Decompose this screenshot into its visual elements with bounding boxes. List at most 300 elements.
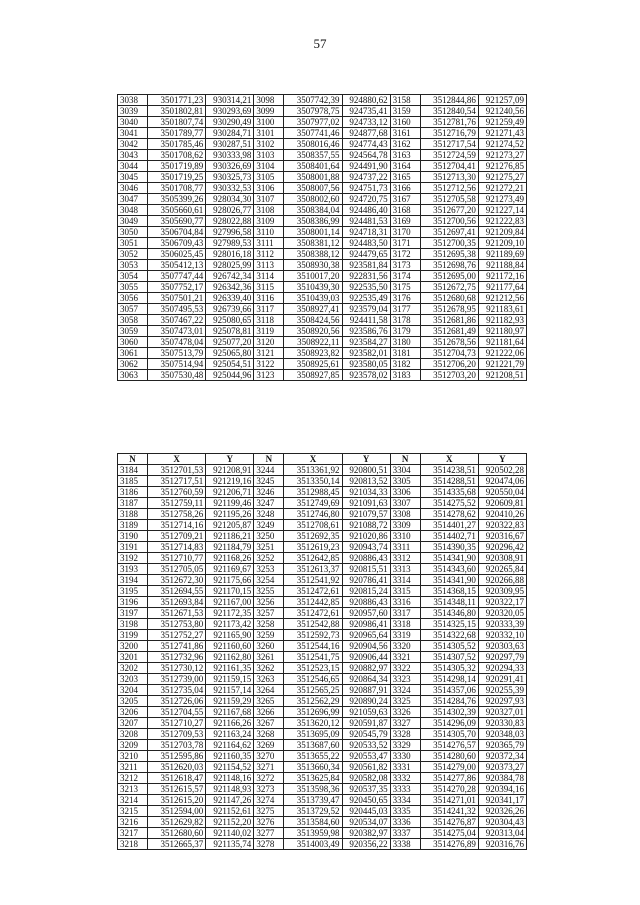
point-number-cell: 3098 (254, 95, 284, 106)
x-coordinate-cell: 3512541,75 (284, 652, 342, 663)
y-coordinate-cell: 921181,64 (478, 337, 526, 348)
x-coordinate-cell: 3512781,76 (420, 117, 478, 128)
x-coordinate-cell: 3514276,57 (420, 740, 478, 751)
x-coordinate-cell: 3512758,26 (148, 509, 206, 520)
y-coordinate-cell: 921170,15 (206, 586, 254, 597)
y-coordinate-cell: 928025,99 (206, 260, 254, 271)
x-coordinate-cell: 3513361,92 (284, 465, 342, 476)
x-coordinate-cell: 3512732,96 (148, 652, 206, 663)
y-coordinate-cell: 921184,79 (206, 542, 254, 553)
point-number-cell: 3055 (118, 282, 148, 293)
table-row (118, 161, 527, 172)
table-row (118, 619, 527, 630)
y-coordinate-cell: 924774,43 (342, 139, 390, 150)
x-coordinate-cell: 3513620,12 (284, 718, 342, 729)
x-coordinate-cell: 3512724,59 (420, 150, 478, 161)
y-coordinate-cell: 921180,97 (478, 326, 526, 337)
x-coordinate-cell: 3512680,60 (148, 828, 206, 839)
y-coordinate-cell: 921079,57 (342, 509, 390, 520)
x-coordinate-cell: 3508920,56 (284, 326, 342, 337)
x-coordinate-cell: 3507741,46 (284, 128, 342, 139)
y-coordinate-cell: 921154,52 (206, 762, 254, 773)
x-coordinate-cell: 3512619,23 (284, 542, 342, 553)
point-number-cell: 3106 (254, 183, 284, 194)
x-coordinate-cell: 3512704,55 (148, 707, 206, 718)
point-number-cell: 3332 (390, 773, 420, 784)
y-coordinate-cell: 921034,33 (342, 487, 390, 498)
y-coordinate-cell: 921275,27 (478, 172, 526, 183)
y-coordinate-cell: 921189,69 (478, 249, 526, 260)
point-number-cell: 3101 (254, 128, 284, 139)
table-row (118, 773, 527, 784)
y-coordinate-cell: 921206,71 (206, 487, 254, 498)
y-coordinate-cell: 921169,67 (206, 564, 254, 575)
point-number-cell: 3272 (254, 773, 284, 784)
x-coordinate-cell: 3507747,44 (148, 271, 206, 282)
x-coordinate-cell: 3512705,58 (420, 194, 478, 205)
point-number-cell: 3261 (254, 652, 284, 663)
x-coordinate-cell: 3512717,54 (420, 139, 478, 150)
x-coordinate-cell: 3507467,22 (148, 315, 206, 326)
x-coordinate-cell: 3512714,83 (148, 542, 206, 553)
x-coordinate-cell: 3514238,51 (420, 465, 478, 476)
point-number-cell: 3179 (390, 326, 420, 337)
y-coordinate-cell: 921195,26 (206, 509, 254, 520)
x-coordinate-cell: 3508381,12 (284, 238, 342, 249)
y-coordinate-cell: 920550,04 (478, 487, 526, 498)
y-coordinate-cell: 921272,21 (478, 183, 526, 194)
y-coordinate-cell: 920348,03 (478, 729, 526, 740)
x-coordinate-cell: 3512703,78 (148, 740, 206, 751)
point-number-cell: 3119 (254, 326, 284, 337)
point-number-cell: 3274 (254, 795, 284, 806)
y-coordinate-cell: 921091,63 (342, 498, 390, 509)
y-coordinate-cell: 921173,42 (206, 619, 254, 630)
y-coordinate-cell: 924491,90 (342, 161, 390, 172)
x-coordinate-cell: 3512701,53 (148, 465, 206, 476)
y-coordinate-cell: 921088,72 (342, 520, 390, 531)
point-number-cell: 3165 (390, 172, 420, 183)
y-coordinate-cell: 921147,26 (206, 795, 254, 806)
y-coordinate-cell: 930325,73 (206, 172, 254, 183)
x-coordinate-cell: 3512672,75 (420, 282, 478, 293)
x-coordinate-cell: 3507501,21 (148, 293, 206, 304)
y-coordinate-cell: 921219,16 (206, 476, 254, 487)
x-coordinate-cell: 3514402,71 (420, 531, 478, 542)
column-header: N (390, 454, 420, 465)
x-coordinate-cell: 3512703,20 (420, 370, 478, 381)
x-coordinate-cell: 3505412,13 (148, 260, 206, 271)
x-coordinate-cell: 3513660,34 (284, 762, 342, 773)
table-row (118, 260, 527, 271)
x-coordinate-cell: 3512709,21 (148, 531, 206, 542)
point-number-cell: 3117 (254, 304, 284, 315)
point-number-cell: 3112 (254, 249, 284, 260)
x-coordinate-cell: 3514276,87 (420, 817, 478, 828)
point-number-cell: 3173 (390, 260, 420, 271)
x-coordinate-cell: 3508401,64 (284, 161, 342, 172)
y-coordinate-cell: 930332,53 (206, 183, 254, 194)
x-coordinate-cell: 3513695,09 (284, 729, 342, 740)
point-number-cell: 3209 (118, 740, 148, 751)
point-number-cell: 3039 (118, 106, 148, 117)
x-coordinate-cell: 3508923,82 (284, 348, 342, 359)
x-coordinate-cell: 3514279,00 (420, 762, 478, 773)
x-coordinate-cell: 3514343,60 (420, 564, 478, 575)
y-coordinate-cell: 921273,49 (478, 194, 526, 205)
y-coordinate-cell: 925080,65 (206, 315, 254, 326)
table-row (118, 718, 527, 729)
point-number-cell: 3321 (390, 652, 420, 663)
table-row (118, 663, 527, 674)
point-number-cell: 3108 (254, 205, 284, 216)
table-row (118, 652, 527, 663)
y-coordinate-cell: 920365,79 (478, 740, 526, 751)
x-coordinate-cell: 3512746,80 (284, 509, 342, 520)
x-coordinate-cell: 3512739,00 (148, 674, 206, 685)
y-coordinate-cell: 921152,61 (206, 806, 254, 817)
point-number-cell: 3053 (118, 260, 148, 271)
x-coordinate-cell: 3505660,61 (148, 205, 206, 216)
point-number-cell: 3188 (118, 509, 148, 520)
y-coordinate-cell: 921157,14 (206, 685, 254, 696)
y-coordinate-cell: 920890,24 (342, 696, 390, 707)
y-coordinate-cell: 921167,68 (206, 707, 254, 718)
table-row (118, 531, 527, 542)
y-coordinate-cell: 921172,35 (206, 608, 254, 619)
table-row (118, 751, 527, 762)
y-coordinate-cell: 920561,82 (342, 762, 390, 773)
y-coordinate-cell: 920382,97 (342, 828, 390, 839)
x-coordinate-cell: 3507977,02 (284, 117, 342, 128)
x-coordinate-cell: 3507978,75 (284, 106, 342, 117)
y-coordinate-cell: 925077,20 (206, 337, 254, 348)
point-number-cell: 3266 (254, 707, 284, 718)
point-number-cell: 3161 (390, 128, 420, 139)
y-coordinate-cell: 920313,04 (478, 828, 526, 839)
x-coordinate-cell: 3514305,52 (420, 641, 478, 652)
x-coordinate-cell: 3514280,60 (420, 751, 478, 762)
point-number-cell: 3052 (118, 249, 148, 260)
point-number-cell: 3257 (254, 608, 284, 619)
y-coordinate-cell: 920291,41 (478, 674, 526, 685)
point-number-cell: 3215 (118, 806, 148, 817)
point-number-cell: 3169 (390, 216, 420, 227)
x-coordinate-cell: 3512592,73 (284, 630, 342, 641)
x-coordinate-cell: 3512693,84 (148, 597, 206, 608)
point-number-cell: 3278 (254, 839, 284, 850)
y-coordinate-cell: 920327,01 (478, 707, 526, 718)
x-coordinate-cell: 3506709,43 (148, 238, 206, 249)
point-number-cell: 3171 (390, 238, 420, 249)
point-number-cell: 3109 (254, 216, 284, 227)
y-coordinate-cell: 920800,51 (342, 465, 390, 476)
y-coordinate-cell: 921159,15 (206, 674, 254, 685)
x-coordinate-cell: 3508925,61 (284, 359, 342, 370)
y-coordinate-cell: 921257,09 (478, 95, 526, 106)
x-coordinate-cell: 3512695,00 (420, 271, 478, 282)
x-coordinate-cell: 3508930,38 (284, 260, 342, 271)
x-coordinate-cell: 3512730,12 (148, 663, 206, 674)
x-coordinate-cell: 3512523,15 (284, 663, 342, 674)
point-number-cell: 3326 (390, 707, 420, 718)
x-coordinate-cell: 3501708,77 (148, 183, 206, 194)
x-coordinate-cell: 3512709,53 (148, 729, 206, 740)
y-coordinate-cell: 920537,35 (342, 784, 390, 795)
y-coordinate-cell: 930287,51 (206, 139, 254, 150)
point-number-cell: 3208 (118, 729, 148, 740)
table-row (118, 509, 527, 520)
x-coordinate-cell: 3513655,22 (284, 751, 342, 762)
y-coordinate-cell: 922535,50 (342, 282, 390, 293)
table-row (118, 216, 527, 227)
y-coordinate-cell: 925078,81 (206, 326, 254, 337)
x-coordinate-cell: 3513598,36 (284, 784, 342, 795)
table-row (118, 249, 527, 260)
point-number-cell: 3328 (390, 729, 420, 740)
y-coordinate-cell: 923582,01 (342, 348, 390, 359)
column-header: Y (342, 454, 390, 465)
point-number-cell: 3041 (118, 128, 148, 139)
point-number-cell: 3043 (118, 150, 148, 161)
x-coordinate-cell: 3514390,35 (420, 542, 478, 553)
y-coordinate-cell: 920786,41 (342, 575, 390, 586)
point-number-cell: 3121 (254, 348, 284, 359)
point-number-cell: 3306 (390, 487, 420, 498)
page-number: 57 (313, 36, 327, 51)
point-number-cell: 3273 (254, 784, 284, 795)
y-coordinate-cell: 921140,02 (206, 828, 254, 839)
x-coordinate-cell: 3512629,82 (148, 817, 206, 828)
x-coordinate-cell: 3514305,32 (420, 663, 478, 674)
x-coordinate-cell: 3512678,95 (420, 304, 478, 315)
x-coordinate-cell: 3514341,90 (420, 575, 478, 586)
x-coordinate-cell: 3512544,16 (284, 641, 342, 652)
point-number-cell: 3212 (118, 773, 148, 784)
point-number-cell: 3059 (118, 326, 148, 337)
x-coordinate-cell: 3514276,89 (420, 839, 478, 850)
x-coordinate-cell: 3501807,74 (148, 117, 206, 128)
table-row (118, 150, 527, 161)
point-number-cell: 3250 (254, 531, 284, 542)
column-header: N (254, 454, 284, 465)
y-coordinate-cell: 922535,49 (342, 293, 390, 304)
x-coordinate-cell: 3512704,73 (420, 348, 478, 359)
y-coordinate-cell: 920886,43 (342, 553, 390, 564)
column-header: N (118, 454, 148, 465)
x-coordinate-cell: 3512716,79 (420, 128, 478, 139)
y-coordinate-cell: 921160,60 (206, 641, 254, 652)
point-number-cell: 3315 (390, 586, 420, 597)
y-coordinate-cell: 928022,88 (206, 216, 254, 227)
x-coordinate-cell: 3512844,86 (420, 95, 478, 106)
y-coordinate-cell: 920341,17 (478, 795, 526, 806)
x-coordinate-cell: 3512678,56 (420, 337, 478, 348)
x-coordinate-cell: 3514348,11 (420, 597, 478, 608)
y-coordinate-cell: 930293,69 (206, 106, 254, 117)
y-coordinate-cell: 927996,58 (206, 227, 254, 238)
table-row (118, 476, 527, 487)
x-coordinate-cell: 3512700,56 (420, 216, 478, 227)
x-coordinate-cell: 3510439,03 (284, 293, 342, 304)
table-row (118, 282, 527, 293)
x-coordinate-cell: 3512741,86 (148, 641, 206, 652)
table-row (118, 586, 527, 597)
point-number-cell: 3327 (390, 718, 420, 729)
y-coordinate-cell: 921222,83 (478, 216, 526, 227)
y-coordinate-cell: 921167,00 (206, 597, 254, 608)
table-row (118, 784, 527, 795)
y-coordinate-cell: 924483,50 (342, 238, 390, 249)
y-coordinate-cell: 920609,81 (478, 498, 526, 509)
point-number-cell: 3317 (390, 608, 420, 619)
point-number-cell: 3207 (118, 718, 148, 729)
point-number-cell: 3248 (254, 509, 284, 520)
point-number-cell: 3214 (118, 795, 148, 806)
x-coordinate-cell: 3512706,20 (420, 359, 478, 370)
point-number-cell: 3200 (118, 641, 148, 652)
x-coordinate-cell: 3506704,84 (148, 227, 206, 238)
x-coordinate-cell: 3512692,35 (284, 531, 342, 542)
y-coordinate-cell: 920943,74 (342, 542, 390, 553)
y-coordinate-cell: 920266,88 (478, 575, 526, 586)
table-row (118, 183, 527, 194)
table-row (118, 315, 527, 326)
y-coordinate-cell: 928016,18 (206, 249, 254, 260)
table-row (118, 326, 527, 337)
x-coordinate-cell: 3501802,81 (148, 106, 206, 117)
point-number-cell: 3114 (254, 271, 284, 282)
y-coordinate-cell: 920316,67 (478, 531, 526, 542)
point-number-cell: 3168 (390, 205, 420, 216)
table-row (118, 128, 527, 139)
x-coordinate-cell: 3512988,45 (284, 487, 342, 498)
table-row (118, 685, 527, 696)
x-coordinate-cell: 3514325,15 (420, 619, 478, 630)
point-number-cell: 3104 (254, 161, 284, 172)
point-number-cell: 3174 (390, 271, 420, 282)
y-coordinate-cell: 921208,91 (206, 465, 254, 476)
y-coordinate-cell: 920394,16 (478, 784, 526, 795)
y-coordinate-cell: 921199,46 (206, 498, 254, 509)
point-number-cell: 3103 (254, 150, 284, 161)
point-number-cell: 3325 (390, 696, 420, 707)
point-number-cell: 3265 (254, 696, 284, 707)
point-number-cell: 3167 (390, 194, 420, 205)
y-coordinate-cell: 921240,56 (478, 106, 526, 117)
point-number-cell: 3056 (118, 293, 148, 304)
table-row (118, 795, 527, 806)
x-coordinate-cell: 3512615,57 (148, 784, 206, 795)
x-coordinate-cell: 3514298,14 (420, 674, 478, 685)
x-coordinate-cell: 3501789,77 (148, 128, 206, 139)
y-coordinate-cell: 924880,62 (342, 95, 390, 106)
point-number-cell: 3218 (118, 839, 148, 850)
point-number-cell: 3185 (118, 476, 148, 487)
x-coordinate-cell: 3512542,88 (284, 619, 342, 630)
y-coordinate-cell: 920316,76 (478, 839, 526, 850)
table-row (118, 271, 527, 282)
point-number-cell: 3331 (390, 762, 420, 773)
point-number-cell: 3051 (118, 238, 148, 249)
point-number-cell: 3245 (254, 476, 284, 487)
y-coordinate-cell: 921165,90 (206, 630, 254, 641)
column-header: X (148, 454, 206, 465)
y-coordinate-cell: 923579,04 (342, 304, 390, 315)
y-coordinate-cell: 920553,47 (342, 751, 390, 762)
x-coordinate-cell: 3512712,56 (420, 183, 478, 194)
x-coordinate-cell: 3514322,68 (420, 630, 478, 641)
x-coordinate-cell: 3514275,52 (420, 498, 478, 509)
point-number-cell: 3159 (390, 106, 420, 117)
x-coordinate-cell: 3508001,88 (284, 172, 342, 183)
x-coordinate-cell: 3512541,92 (284, 575, 342, 586)
point-number-cell: 3269 (254, 740, 284, 751)
point-number-cell: 3260 (254, 641, 284, 652)
table-row (118, 839, 527, 850)
y-coordinate-cell: 920296,42 (478, 542, 526, 553)
x-coordinate-cell: 3508016,46 (284, 139, 342, 150)
point-number-cell: 3100 (254, 117, 284, 128)
point-number-cell: 3206 (118, 707, 148, 718)
point-number-cell: 3210 (118, 751, 148, 762)
x-coordinate-cell: 3508922,11 (284, 337, 342, 348)
x-coordinate-cell: 3512708,61 (284, 520, 342, 531)
point-number-cell: 3258 (254, 619, 284, 630)
x-coordinate-cell: 3508001,14 (284, 227, 342, 238)
y-coordinate-cell: 920297,79 (478, 652, 526, 663)
y-coordinate-cell: 921148,16 (206, 773, 254, 784)
point-number-cell: 3197 (118, 608, 148, 619)
point-number-cell: 3160 (390, 117, 420, 128)
x-coordinate-cell: 3507495,53 (148, 304, 206, 315)
point-number-cell: 3111 (254, 238, 284, 249)
point-number-cell: 3211 (118, 762, 148, 773)
x-coordinate-cell: 3508357,55 (284, 150, 342, 161)
x-coordinate-cell: 3514003,49 (284, 839, 342, 850)
y-coordinate-cell: 921188,84 (478, 260, 526, 271)
x-coordinate-cell: 3514278,62 (420, 509, 478, 520)
point-number-cell: 3246 (254, 487, 284, 498)
x-coordinate-cell: 3514277,86 (420, 773, 478, 784)
point-number-cell: 3105 (254, 172, 284, 183)
point-number-cell: 3181 (390, 348, 420, 359)
x-coordinate-cell: 3508002,60 (284, 194, 342, 205)
point-number-cell: 3192 (118, 553, 148, 564)
y-coordinate-cell: 921160,35 (206, 751, 254, 762)
y-coordinate-cell: 920294,33 (478, 663, 526, 674)
point-number-cell: 3337 (390, 828, 420, 839)
table-row (118, 227, 527, 238)
point-number-cell: 3335 (390, 806, 420, 817)
x-coordinate-cell: 3512713,30 (420, 172, 478, 183)
y-coordinate-cell: 924735,41 (342, 106, 390, 117)
y-coordinate-cell: 921168,26 (206, 553, 254, 564)
y-coordinate-cell: 922831,56 (342, 271, 390, 282)
y-coordinate-cell: 920320,05 (478, 608, 526, 619)
x-coordinate-cell: 3512672,30 (148, 575, 206, 586)
x-coordinate-cell: 3512694,55 (148, 586, 206, 597)
x-coordinate-cell: 3512752,27 (148, 630, 206, 641)
table-row (118, 674, 527, 685)
point-number-cell: 3304 (390, 465, 420, 476)
x-coordinate-cell: 3514241,32 (420, 806, 478, 817)
x-coordinate-cell: 3512695,38 (420, 249, 478, 260)
y-coordinate-cell: 920582,08 (342, 773, 390, 784)
y-coordinate-cell: 921209,84 (478, 227, 526, 238)
point-number-cell: 3313 (390, 564, 420, 575)
point-number-cell: 3323 (390, 674, 420, 685)
